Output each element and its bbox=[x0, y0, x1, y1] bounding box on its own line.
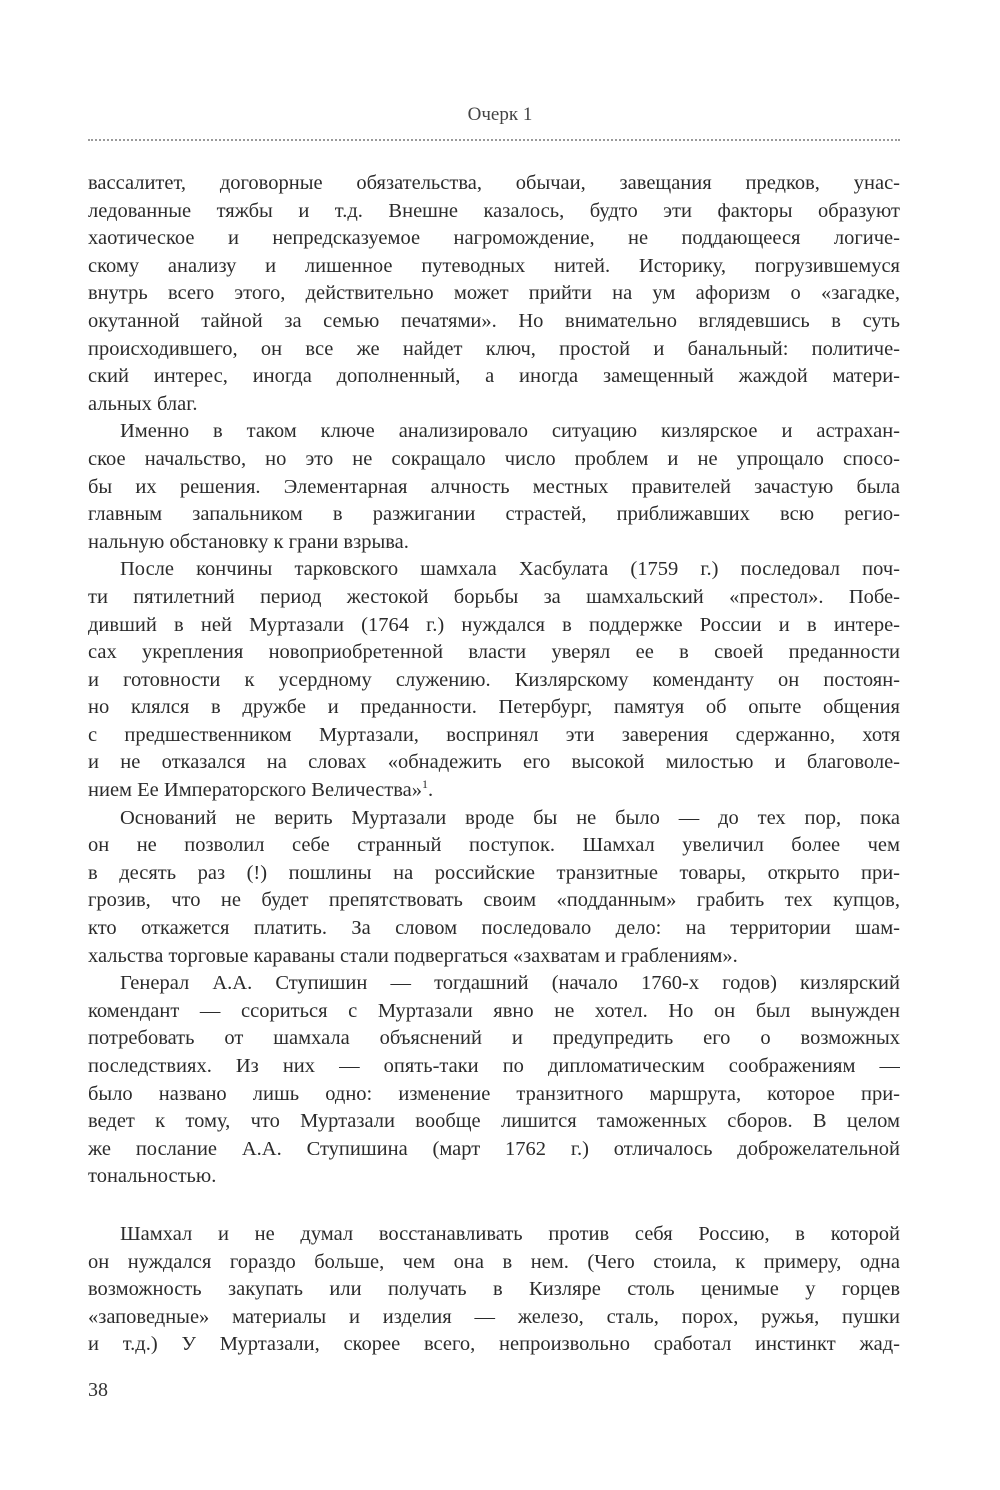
text-line: «заповедные» материалы и изделия — железо, сталь, порох, ружья, пушки bbox=[88, 1305, 900, 1328]
text-line: возможность закупать или получать в Кизляре столь ценимые у горцев bbox=[88, 1278, 900, 1301]
text-line: Шамхал и не думал восстанавливать против себя Россию, в которой bbox=[120, 1222, 900, 1245]
text-line: потребовать от шамхала объяснений и предупредить его о возможных bbox=[88, 1027, 900, 1050]
text-line: скому анализу и лишенное путеводных нитей. Историку, погрузившемуся bbox=[88, 254, 900, 277]
text-line: внутрь всего этого, действительно может прийти на ум афоризм о «загадке, bbox=[88, 282, 900, 305]
text-line: сах укрепления новоприобретенной власти уверял ее в своей преданности bbox=[88, 641, 900, 664]
text-line: же послание А.А. Ступишина (март 1762 г.) отличалось доброжелательной bbox=[88, 1137, 900, 1160]
text-line: ведет к тому, что Муртазали вообще лишится таможенных сборов. В целом bbox=[88, 1110, 900, 1133]
header-divider bbox=[88, 139, 900, 141]
paragraph bbox=[88, 170, 900, 418]
text-line: ское начальство, но это не сокращало число проблем и не упрощало спосо- bbox=[88, 447, 900, 470]
text-line: но клялся в дружбе и преданности. Петербург, памятуя об опыте общения bbox=[88, 696, 900, 719]
page-number: 38 bbox=[88, 1379, 108, 1401]
paragraph bbox=[88, 556, 900, 804]
text-line: он нуждался гораздо больше, чем она в нем. (Чего стоила, к примеру, одна bbox=[88, 1250, 900, 1273]
text-line: Именно в таком ключе анализировало ситуацию кизлярское и астрахан- bbox=[120, 420, 900, 443]
text-line: грозив, что не будет препятствовать своим «подданным» грабить тех купцов, bbox=[88, 889, 900, 912]
text-line: с предшественником Муртазали, воспринял эти заверения сдержанно, хотя bbox=[88, 723, 900, 746]
text-line: происходившего, он все же найдет ключ, простой и банальный: политиче- bbox=[88, 337, 900, 360]
text-line: дивший в ней Муртазали (1764 г.) нуждался в поддержке России и в интере- bbox=[88, 613, 900, 636]
text-line: и не отказался на словах «обнадежить его высокой милостью и благоволе- bbox=[88, 751, 900, 774]
text-line: бы их решения. Элементарная алчность местных правителей зачастую была bbox=[88, 475, 900, 498]
text-line: Оснований не верить Муртазали вроде бы не было — до тех пор, пока bbox=[120, 806, 900, 829]
body-text bbox=[88, 170, 900, 1359]
text-line: комендант — ссориться с Муртазали явно не хотел. Но он был вынужден bbox=[88, 999, 900, 1022]
paragraph bbox=[88, 805, 900, 971]
text-line: в десять раз (!) пошлины на российские транзитные товары, открыто при- bbox=[88, 861, 900, 884]
text-segment: . bbox=[428, 779, 434, 802]
text-segment: нием Ее Императорского Величества» bbox=[88, 779, 422, 802]
footnote-marker[interactable]: 1 bbox=[422, 777, 428, 792]
text-line: главным запальником в разжигании страстей, приближавших всю регио- bbox=[88, 503, 900, 526]
text-line: Генерал А.А. Ступишин — тогдашний (начало 1760-х годов) кизлярский bbox=[120, 972, 900, 995]
text-line: ти пятилетний период жестокой борьбы за шамхальский «престол». Побе- bbox=[88, 585, 900, 608]
text-line: тональностью. bbox=[88, 1165, 217, 1188]
text-line: последствиях. Из них — опять-таки по дипломатическим соображениям — bbox=[88, 1055, 900, 1077]
running-header: Очерк 1 bbox=[467, 104, 533, 125]
text-line: хаотическое и непредсказуемое нагромождение, не поддающееся логиче- bbox=[88, 227, 900, 250]
text-line: альных благ. bbox=[88, 392, 198, 415]
text-line: и т.д.) У Муртазали, скорее всего, непроизвольно сработал инстинкт жад- bbox=[88, 1333, 900, 1356]
paragraph bbox=[88, 418, 900, 556]
text-line: окутанной тайной за семью печатями». Но внимательно вглядевшись в суть bbox=[88, 309, 900, 332]
text-line: кто откажется платить. За словом последовало дело: на территории шам- bbox=[88, 917, 900, 940]
text-line: ледованные тяжбы и т.д. Внешне казалось, будто эти факторы образуют bbox=[88, 199, 900, 222]
text-line: нальную обстановку к грани взрыва. bbox=[88, 530, 409, 553]
text-line: было названо лишь одно: изменение транзитного маршрута, которое при- bbox=[88, 1082, 900, 1105]
text-line bbox=[88, 777, 900, 805]
paragraph bbox=[88, 1221, 900, 1359]
paragraph bbox=[88, 970, 900, 1191]
text-line: и готовности к усердному служению. Кизлярскому коменданту он постоян- bbox=[88, 668, 900, 691]
text-line: хальства торговые караваны стали подвергаться «захватам и граблениям». bbox=[88, 944, 738, 967]
text-line: вассалитет, договорные обязательства, обычаи, завещания предков, унас- bbox=[88, 172, 900, 194]
text-line: он не позволил себе странный поступок. Шамхал увеличил более чем bbox=[88, 834, 900, 857]
text-line: ский интерес, иногда дополненный, а иногда замещенный жаждой матери- bbox=[88, 365, 900, 388]
text-line: После кончины тарковского шамхала Хасбулата (1759 г.) последовал поч- bbox=[120, 558, 900, 581]
